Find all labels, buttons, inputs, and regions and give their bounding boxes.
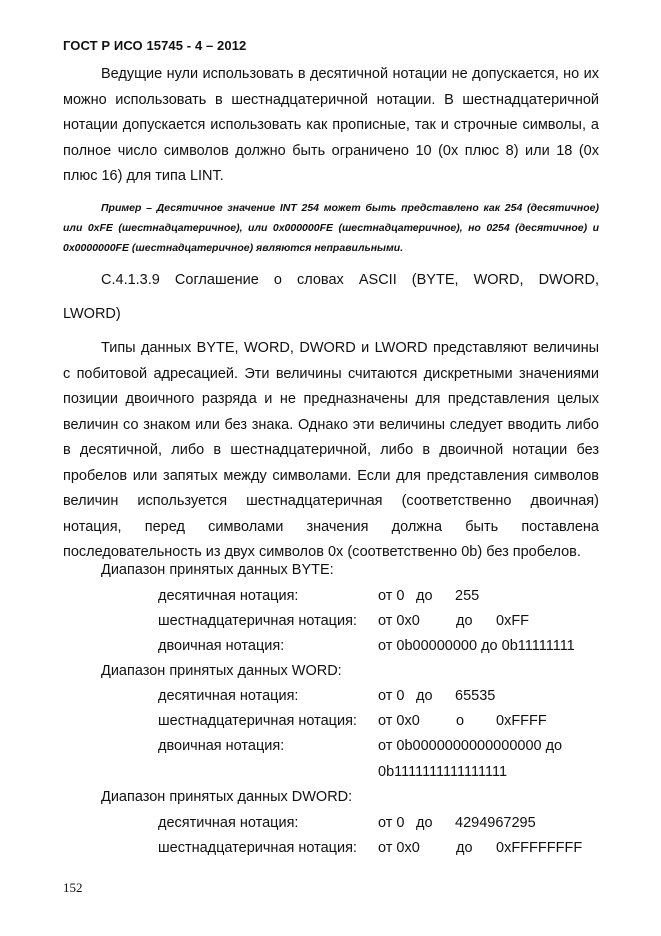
- range-value: 65535: [455, 688, 496, 704]
- range-from: от 0x0: [378, 840, 420, 856]
- range-value: 0xFFFF: [496, 713, 547, 729]
- range-to: до: [416, 688, 433, 704]
- range-value: 0xFFFFFFFF: [496, 840, 583, 856]
- range-binary-text: от 0b00000000 до 0b11111111: [378, 638, 575, 654]
- range-to: до: [456, 840, 473, 856]
- range-from: от 0: [378, 815, 405, 831]
- range-binary-text: от 0b0000000000000000 до: [378, 738, 563, 754]
- range-to: о: [456, 713, 465, 729]
- range-title-word: Диапазон принятых данных WORD:: [101, 663, 342, 679]
- range-value: 4294967295: [455, 815, 536, 831]
- range-label: шестнадцатеричная нотация:: [158, 840, 357, 856]
- range-label: шестнадцатеричная нотация:: [158, 613, 357, 629]
- range-to: до: [456, 613, 473, 629]
- range-title-dword: Диапазон принятых данных DWORD:: [101, 789, 353, 805]
- clause-heading-continuation: LWORD): [63, 306, 121, 322]
- range-label: двоичная нотация:: [158, 638, 285, 654]
- range-from: от 0: [378, 588, 405, 604]
- document-header: ГОСТ Р ИСО 15745 - 4 – 2012: [63, 38, 247, 53]
- range-to: до: [416, 815, 433, 831]
- range-value: 0xFF: [496, 613, 530, 629]
- range-value: 255: [455, 588, 480, 604]
- range-label: шестнадцатеричная нотация:: [158, 713, 357, 729]
- range-label: двоичная нотация:: [158, 738, 285, 754]
- example-note: Пример – Десятичное значение INT 254 может быть представлено как 254 (десятичное) или 0xFE (шестнадцатеричное), или 0x000000FE (шестнадцатеричное), но 0254 (десятичное) и 0x0000000FE (шестнадцатеричное) являются неправильными.: [63, 202, 599, 254]
- paragraph-ascii-types: Типы данных BYTE, WORD, DWORD и LWORD представляют величины с побитовой адресацией. Эти величины считаются дискретными значениями позиции двоичного разряда и не предназначены для представления целых величин со знаком или без знака. Однако эти величины следует вводить либо в десятичной, либо в шестнадцатеричной, либо в двоичной нотации без пробелов или запятых между символами. Если для представления символов величин используется шестнадцатеричная (соответственно двоичная) нотация, перед символами значения должна быть поставлена последовательность из двух символов 0x (соответственно 0b) без пробелов.: [63, 340, 599, 560]
- range-title-byte: Диапазон принятых данных BYTE:: [101, 562, 334, 578]
- range-label: десятичная нотация:: [158, 688, 299, 704]
- range-binary-text-continuation: 0b1111111111111111: [378, 764, 508, 780]
- range-label: десятичная нотация:: [158, 588, 299, 604]
- clause-heading: C.4.1.3.9 Соглашение о словах ASCII (BYTE, WORD, DWORD,: [101, 272, 599, 288]
- range-from: от 0: [378, 688, 405, 704]
- range-from: от 0x0: [378, 713, 420, 729]
- range-to: до: [416, 588, 433, 604]
- range-from: от 0x0: [378, 613, 420, 629]
- paragraph-leading-zeros: Ведущие нули использовать в десятичной нотации не допускается, но их можно использовать в шестнадцатеричной нотации. В шестнадцатеричной нотации допускается использовать как прописные, так и строчные символы, а полное число символов должно быть ограничено 10 (0x плюс 8) или 18 (0x плюс 16) для типа LINT.: [63, 66, 599, 184]
- page-number: 152: [63, 880, 83, 895]
- range-label: десятичная нотация:: [158, 815, 299, 831]
